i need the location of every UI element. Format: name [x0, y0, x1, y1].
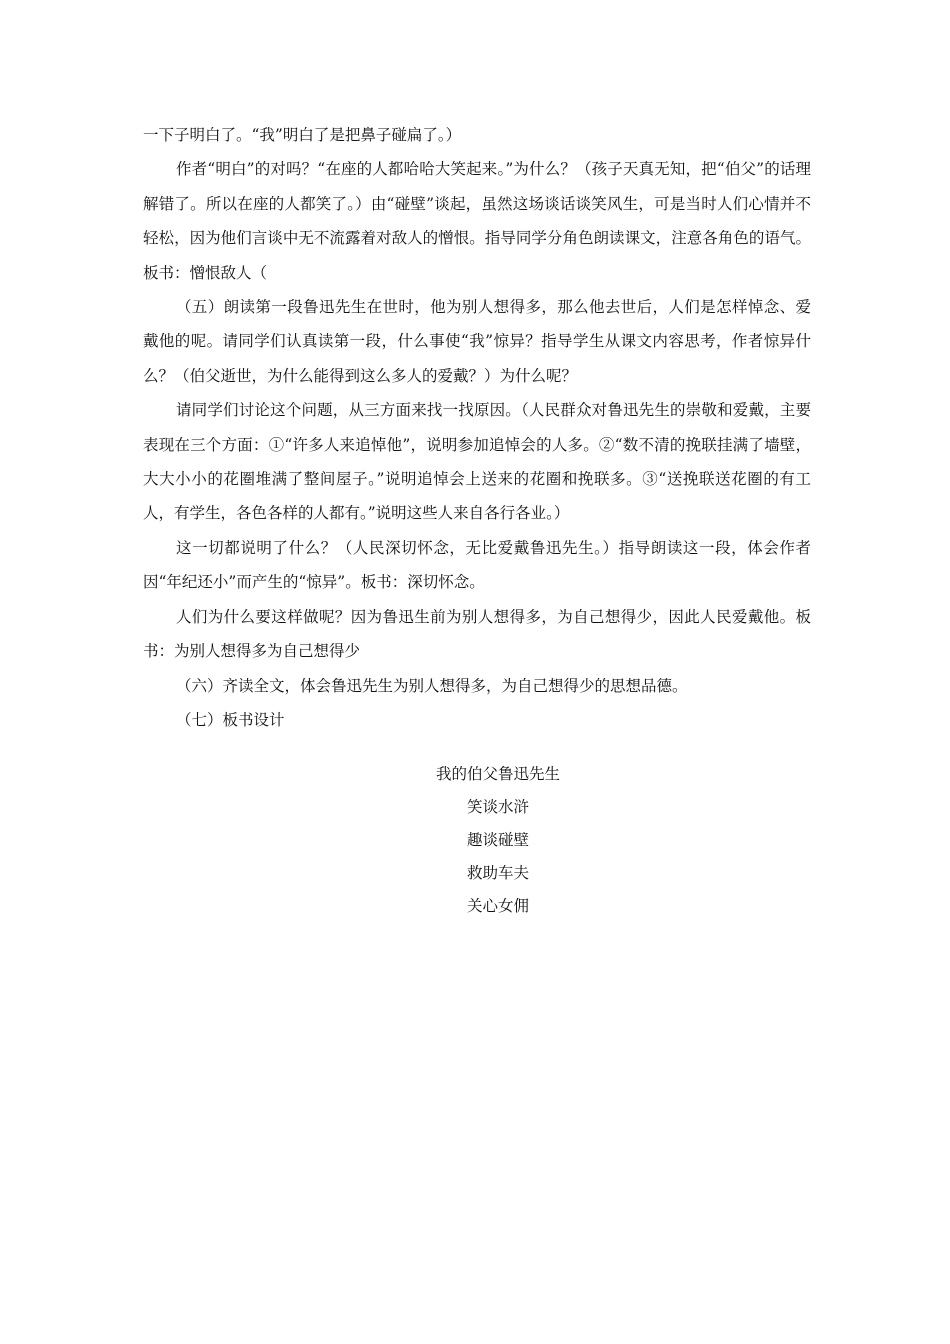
lesson-body-text	[143, 118, 811, 737]
board-title: 我的伯父鲁迅先生	[435, 765, 560, 783]
paragraph-why: 人们为什么要这样做呢？因为鲁迅生前为别人想得多，为自己想得少，因此人民爱戴他。板书：为别人想得多为自己想得少	[143, 607, 811, 661]
paragraph-three-reasons: 请同学们讨论这个问题，从三方面来找一找原因。（人民群众对鲁迅先生的崇敬和爱戴，主要表现在三个方面：①“许多人来追悼他”，说明参加追悼会的人多。②“数不清的挽联挂满了墙壁，大大小小的花圈堆满了整间屋子。”说明追悼会上送来的花圈和挽联多。③“送挽联送花圈的有工人，有学生，各色各样的人都有。”说明这些人来自各行各业。）	[143, 401, 811, 523]
paragraph-continuation: 一下子明白了。“我”明白了是把鼻子碰扁了。）	[143, 126, 462, 144]
board-item: 趣谈碰壁	[466, 831, 529, 849]
board-item: 关心女佣	[466, 897, 529, 915]
paragraph-laughter-discussion: 作者“明白”的对吗？“在座的人都哈哈大笑起来。”为什么？（孩子天真无知，把“伯父”的话理解错了。所以在座的人都笑了。）由“碰壁”谈起，虽然这场谈话谈笑风生，可是当时人们心情并不轻松，因为他们言谈中无不流露着对敌人的憎恨。指导同学分角色朗读课文，注意各角色的语气。板书：憎恨敌人（	[143, 160, 811, 282]
paragraph-meaning: 这一切都说明了什么？（人民深切怀念，无比爱戴鲁迅先生。）指导朗读这一段，体会作者因“年纪还小”而产生的“惊异”。板书：深切怀念。	[143, 538, 811, 592]
board-item: 救助车夫	[466, 864, 529, 882]
paragraph-step-five: （五）朗读第一段鲁迅先生在世时，他为别人想得多，那么他去世后，人们是怎样悼念、爱戴他的呢。请同学们认真读第一段，什么事使“我”惊异？指导学生从课文内容思考，作者惊异什么？（伯父逝世，为什么能得到这么多人的爱戴？）为什么呢？	[143, 298, 811, 385]
paragraph-step-six: （六）齐读全文，体会鲁迅先生为别人想得多，为自己想得少的思想品德。	[176, 676, 688, 695]
board-item: 笑谈水浒	[466, 798, 529, 816]
board-design	[143, 758, 811, 923]
paragraph-step-seven: （七）板书设计	[176, 710, 285, 729]
